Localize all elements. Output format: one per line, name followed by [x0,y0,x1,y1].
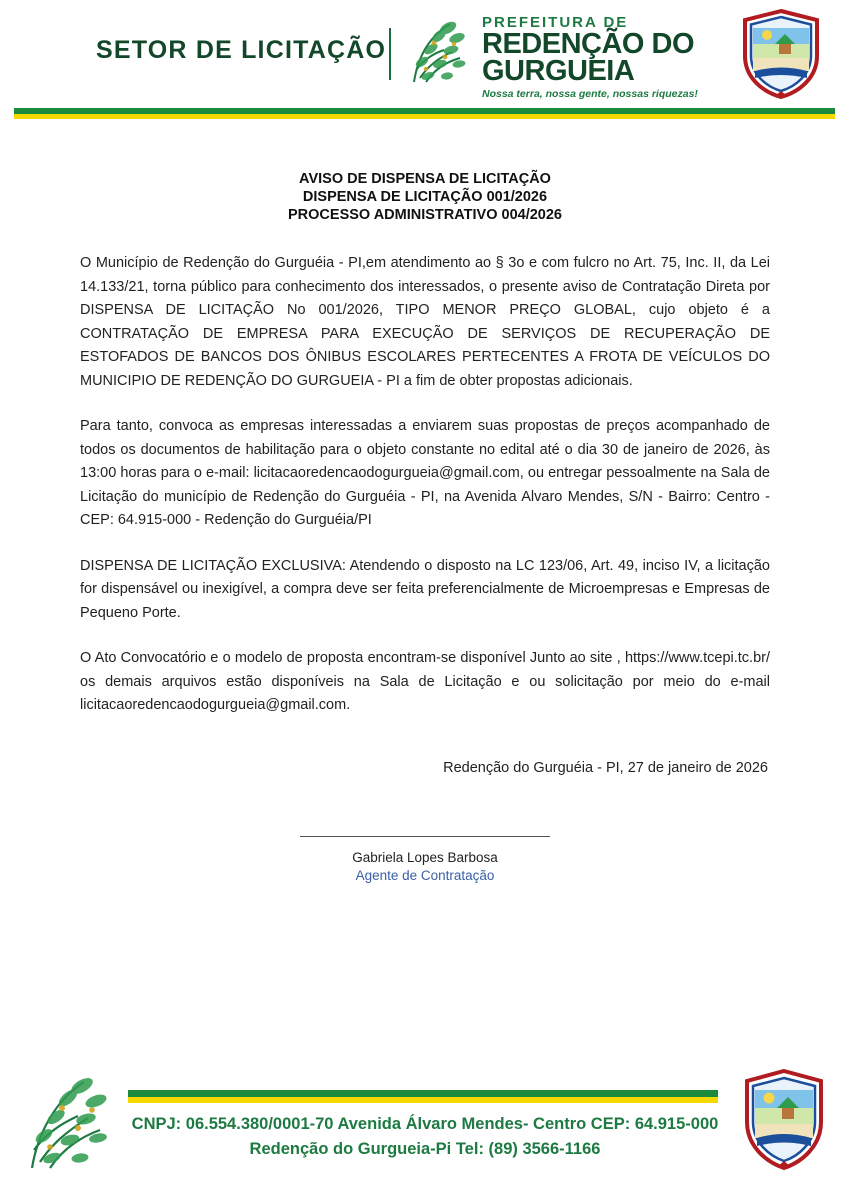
document-body [80,170,770,883]
footer-contact-line-1: CNPJ: 06.554.380/0001-70 Avenida Álvaro Mendes- Centro CEP: 64.915-000 [131,1115,719,1133]
footer-rule-green [128,1090,718,1097]
body-paragraph: O Ato Convocatório e o modelo de proposta encontram-se disponível Junto ao site , https://www.tcepi.tc.br/ os demais arquivos estão disponíveis na Sala de Licitação e ou solicitação por meio do e-mail licitacaoredencaodogurgueia@gmail.com. [80,650,770,713]
header-rule-yellow [14,114,835,119]
document-header [0,0,849,112]
page-title-line-2: DISPENSA DE LICITAÇÃO 001/2026 [302,189,548,205]
prefeitura-line2: GURGUEIA [482,55,635,87]
header-setor-title: SETOR DE LICITAÇÃO [96,36,387,64]
page-title-line-1: AVISO DE DISPENSA DE LICITAÇÃO [299,171,551,187]
place-and-date: Redenção do Gurguéia - PI, 27 de janeiro de 2026 [443,759,768,776]
body-paragraph: O Município de Redenção do Gurguéia - PI,em atendimento ao § 3o e com fulcro no Art. 75, Inc. II, da Lei 14.133/21, torna público para conhecimento dos interessados, o presente aviso de Contratação Direta por DISPENSA DE LICITAÇÃO No 001/2026, TIPO MENOR PREÇO GLOBAL, cujo objeto é a CONTRATAÇÃO DE EMPRESA PARA EXECUÇÃO DE SERVIÇOS DE RECUPERAÇÃO DE ESTOFADOS DE BANCOS DOS ÔNIBUS ESCOLARES PERTECENTES A FROTA DE VEÍCULOS DO MUNICIPIO DE REDENÇÃO DO GURGUEIA - PI a fim de obter propostas adicionais. [80,255,770,389]
signature-name: Gabriela Lopes Barbosa [352,849,498,865]
document-footer [0,1060,849,1200]
page-title-line-3: PROCESSO ADMINISTRATIVO 004/2026 [288,207,562,223]
coat-of-arms-icon [741,1068,827,1172]
leaf-plant-icon [18,1070,122,1178]
leaf-plant-icon [404,16,476,90]
prefeitura-slogan: Nossa terra, nossa gente, nossas riquezas! [482,88,698,100]
header-rule [14,108,835,119]
body-paragraph: Para tanto, convoca as empresas interessadas a enviarem suas propostas de preços acompanhado de todos os documentos de habilitação para o objeto constante no edital até o dia 30 de janeiro de 2026, às 13:00 horas para o e-mail: licitacaoredencaodogurgueia@gmail.com, ou entregar pessoalmente na Sala de Licitação do município de Redenção do Gurguéia - PI, na Avenida Alvaro Mendes, S/N - Bairro: Centro - CEP: 64.915-000 - Redenção do Gurguéia/PI [80,418,770,528]
footer-contact [110,1112,740,1162]
body-paragraph: DISPENSA DE LICITAÇÃO EXCLUSIVA: Atendendo o disposto na LC 123/06, Art. 49, inciso IV, a licitação for dispensável ou inexigível, a compra deve ser feita preferencialmente de Microempresas e Empresas de Pequeno Porte. [80,557,770,621]
footer-rule-yellow [128,1097,718,1103]
signature-role: Agente de Contratação [355,867,495,883]
prefeitura-small-label: PREFEITURA DE [482,14,629,31]
footer-contact-line-2: Redenção do Gurgueia-Pi Tel: (89) 3566-1166 [249,1140,601,1158]
signature-block [80,832,770,883]
footer-rule [128,1090,718,1103]
prefeitura-wordmark [482,14,732,100]
header-divider [389,28,391,80]
signature-line [300,836,550,837]
page-title [80,170,770,224]
coat-of-arms-icon [739,8,823,100]
prefeitura-line1: REDENÇÃO DO [482,28,695,60]
